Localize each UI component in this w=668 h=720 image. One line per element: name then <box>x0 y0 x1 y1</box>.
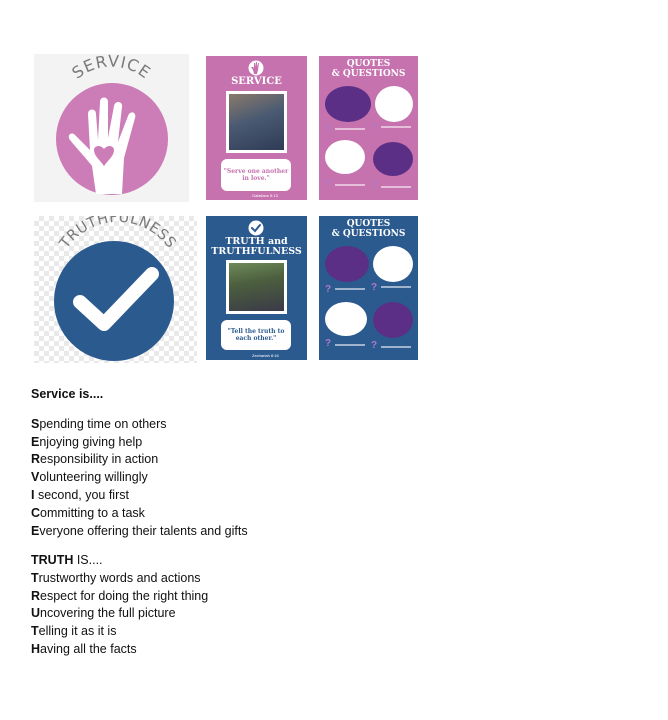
service-poster-title: SERVICE <box>231 76 282 87</box>
truth-list <box>31 570 208 659</box>
acrostic-text: veryone offering their talents and gifts <box>39 523 248 538</box>
acrostic-text: espect for doing the right thing <box>40 588 209 603</box>
service-arc-text <box>68 54 154 83</box>
service-poster <box>206 56 307 200</box>
quote-bubble <box>373 142 413 176</box>
question-mark-icon: ? <box>325 124 332 135</box>
truth-list-item <box>31 623 208 641</box>
acrostic-text: njoying giving help <box>39 434 143 449</box>
fine-text-line <box>381 286 411 288</box>
truth-logo-image <box>34 216 197 363</box>
service-quotes-card <box>319 56 418 200</box>
truth-list-item <box>31 570 208 588</box>
fine-text-line <box>381 346 411 348</box>
acrostic-letter: R <box>31 452 41 467</box>
truth-logo-svg <box>34 216 197 363</box>
truth-heading-bold: TRUTH <box>31 553 74 567</box>
service-list <box>31 416 248 541</box>
acrostic-text: second, you first <box>34 487 129 502</box>
service-list-item <box>31 416 248 434</box>
service-poster-photo <box>226 91 287 153</box>
fine-text-line <box>335 288 365 290</box>
acrostic-letter: E <box>31 523 40 538</box>
service-logo-image <box>34 54 189 202</box>
fine-text-line <box>335 128 365 130</box>
service-heading: Service is.... <box>31 387 104 401</box>
truth-arc-textpath: TRUTHFULNESS <box>57 216 179 252</box>
acrostic-text: olunteering willingly <box>39 470 148 485</box>
question-mark-icon: ? <box>371 122 378 133</box>
fine-text-line <box>335 184 365 186</box>
truth-list-item <box>31 605 208 623</box>
acrostic-text: rustworthy words and actions <box>38 570 201 585</box>
acrostic-text: esponsibility in action <box>40 452 159 467</box>
hand-heart-icon <box>248 60 264 76</box>
acrostic-letter: T <box>31 624 39 639</box>
acrostic-letter: T <box>31 570 39 585</box>
acrostic-letter: H <box>31 641 41 656</box>
truth-poster <box>206 216 307 360</box>
truth-section <box>31 552 208 659</box>
truth-quotes-card <box>319 216 418 360</box>
service-poster-reference: Galatians 5:13 <box>252 193 278 198</box>
service-list-item <box>31 505 248 523</box>
acrostic-letter: E <box>31 434 40 449</box>
quote-bubble <box>325 86 371 122</box>
service-poster-quote: "Serve one another in love." <box>221 159 291 191</box>
service-arc-textpath: SERVICE <box>68 54 155 83</box>
service-logo-svg <box>34 54 189 202</box>
truth-poster-title-2: TRUTHFULNESS <box>211 246 302 257</box>
acrostic-text: ommitting to a task <box>40 505 145 520</box>
service-list-item <box>31 487 248 505</box>
quote-bubble <box>325 140 365 174</box>
truth-poster-quote: "Tell the truth to each other." <box>221 320 291 350</box>
service-quotes-title-2: & QUESTIONS <box>331 69 406 79</box>
quote-bubble <box>373 302 413 338</box>
truth-list-item <box>31 641 208 659</box>
service-list-item <box>31 523 248 541</box>
question-mark-icon: ? <box>371 282 378 293</box>
question-mark-icon: ? <box>325 338 332 349</box>
service-quotes-title-1: QUOTES <box>346 59 391 69</box>
service-list-item <box>31 451 248 469</box>
truth-heading-rest: IS.... <box>73 553 103 567</box>
acrostic-text: aving all the facts <box>40 641 137 656</box>
acrostic-text: pending time on others <box>39 416 167 431</box>
service-section <box>31 386 248 540</box>
truth-poster-photo <box>226 260 287 314</box>
acrostic-letter: I <box>31 487 35 502</box>
question-mark-icon: ? <box>325 178 332 189</box>
checkmark-icon <box>248 220 264 236</box>
truth-circle <box>54 241 174 361</box>
truth-quotes-title-1: QUOTES <box>346 219 391 229</box>
question-mark-icon: ? <box>371 340 378 351</box>
quote-bubble <box>373 246 413 282</box>
quote-bubble <box>325 302 367 336</box>
quote-bubble <box>325 246 369 282</box>
acrostic-letter: V <box>31 470 40 485</box>
question-mark-icon: ? <box>371 180 378 191</box>
question-mark-icon: ? <box>325 284 332 295</box>
acrostic-text: elling it as it is <box>38 624 117 639</box>
truth-heading <box>31 552 208 570</box>
truth-list-item <box>31 588 208 606</box>
fine-text-line <box>381 186 411 188</box>
truth-poster-title-1: TRUTH and <box>225 236 288 247</box>
acrostic-letter: S <box>31 416 40 431</box>
fine-text-line <box>335 344 365 346</box>
service-list-item <box>31 434 248 452</box>
service-list-item <box>31 469 248 487</box>
truth-quotes-title-2: & QUESTIONS <box>331 229 406 239</box>
fine-text-line <box>381 126 411 128</box>
acrostic-letter: U <box>31 606 41 621</box>
truth-poster-reference: Zechariah 8:16 <box>252 353 279 358</box>
quote-bubble <box>375 86 413 122</box>
acrostic-letter: C <box>31 505 41 520</box>
acrostic-letter: R <box>31 588 41 603</box>
acrostic-text: ncovering the full picture <box>40 606 176 621</box>
